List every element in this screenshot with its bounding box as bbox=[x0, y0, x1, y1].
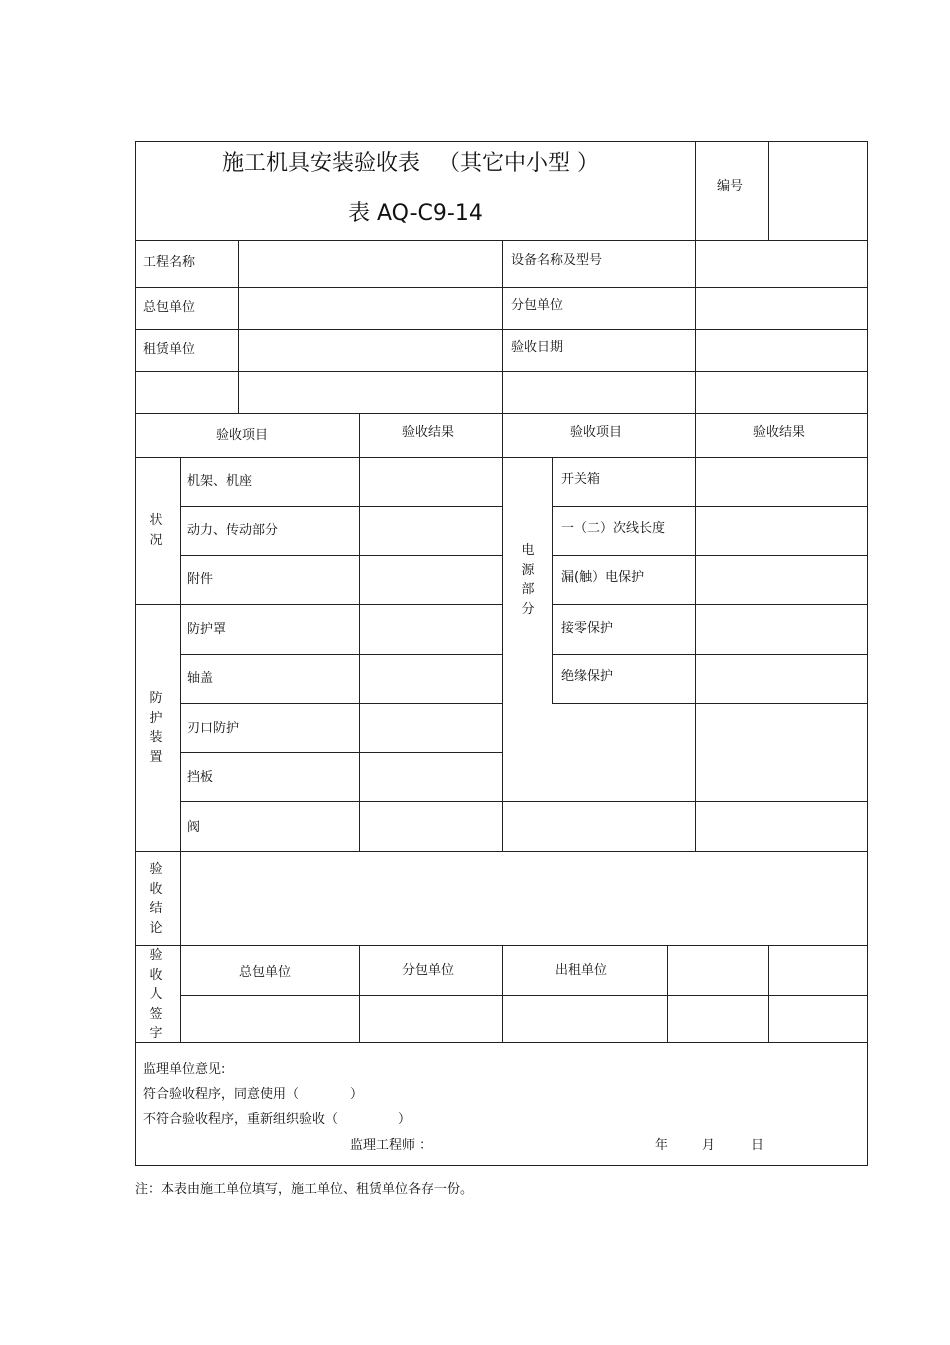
header-item: 验收项目 bbox=[215, 428, 269, 443]
power-item: 绝缘保护 bbox=[561, 669, 614, 684]
protection-item: 挡板 bbox=[187, 770, 214, 785]
rule-line bbox=[135, 604, 503, 605]
rule-line bbox=[667, 945, 668, 1042]
protection-result-field[interactable] bbox=[361, 803, 501, 850]
acceptance-date-label: 验收日期 bbox=[511, 340, 564, 355]
rule-line bbox=[502, 945, 503, 1042]
leasing-unit-field[interactable] bbox=[240, 331, 501, 370]
date-day: 日 bbox=[751, 1138, 765, 1153]
supervision-disagree-close: ） bbox=[398, 1112, 412, 1127]
signature-field[interactable] bbox=[669, 997, 767, 1041]
protection-item: 刃口防护 bbox=[187, 721, 240, 736]
project-name-field[interactable] bbox=[240, 242, 501, 286]
date-month: 月 bbox=[702, 1138, 716, 1153]
date-year: 年 bbox=[655, 1138, 669, 1153]
rule-line bbox=[180, 457, 181, 1042]
power-result-field[interactable] bbox=[697, 557, 866, 603]
rule-line bbox=[180, 995, 868, 996]
rule-line bbox=[502, 240, 503, 851]
rule-line bbox=[552, 555, 868, 556]
power-result-field[interactable] bbox=[697, 508, 866, 554]
power-result-field[interactable] bbox=[697, 606, 866, 653]
supervision-engineer: 监理工程师 ： bbox=[350, 1138, 433, 1153]
equipment-model-label: 设备名称及型号 bbox=[511, 253, 603, 268]
status-result-field[interactable] bbox=[361, 508, 501, 554]
header-item-2: 验收项目 bbox=[569, 425, 623, 440]
rule-line bbox=[552, 654, 868, 655]
project-name-label: 工程名称 bbox=[143, 255, 196, 270]
number-field[interactable] bbox=[770, 143, 866, 239]
rule-line bbox=[552, 506, 868, 507]
rule-line bbox=[180, 801, 868, 802]
status-result-field[interactable] bbox=[361, 557, 501, 603]
rule-line bbox=[180, 555, 503, 556]
protection-item: 轴盖 bbox=[187, 671, 214, 686]
signature-field[interactable] bbox=[770, 997, 866, 1041]
conclusion-label: 验收结论 bbox=[149, 862, 163, 936]
protection-result-field[interactable] bbox=[361, 606, 501, 653]
header-result: 验收结果 bbox=[401, 425, 455, 440]
subcontractor-label: 分包单位 bbox=[511, 298, 564, 313]
general-contractor-field[interactable] bbox=[240, 289, 501, 328]
signature-subcontractor: 分包单位 bbox=[401, 963, 455, 978]
conclusion-field[interactable] bbox=[182, 853, 866, 944]
power-item: 接零保护 bbox=[561, 621, 614, 636]
status-item: 动力、传动部分 bbox=[187, 523, 279, 538]
signature-label: 验收人签字 bbox=[149, 948, 163, 1041]
rule-line bbox=[552, 457, 553, 703]
status-group-label: 状况 bbox=[149, 513, 163, 548]
protection-item: 防护罩 bbox=[187, 622, 227, 637]
power-item: 漏(触）电保护 bbox=[561, 570, 645, 585]
supervision-disagree: 不符合验收程序，重新组织验收（ bbox=[143, 1112, 339, 1127]
signature-field[interactable] bbox=[361, 997, 501, 1041]
protection-result-field[interactable] bbox=[361, 705, 501, 751]
supervision-agree: 符合验收程序，同意使用（ bbox=[143, 1087, 300, 1102]
rule-line bbox=[180, 654, 503, 655]
form-title-subtype: （其它中小型 ） bbox=[438, 151, 599, 176]
number-label: 编号 bbox=[717, 179, 744, 194]
protection-result-field[interactable] bbox=[361, 656, 501, 702]
signature-field[interactable] bbox=[182, 997, 358, 1041]
rule-line bbox=[695, 141, 696, 413]
rule-line bbox=[180, 752, 503, 753]
power-item: 开关箱 bbox=[561, 472, 601, 487]
rule-line bbox=[238, 240, 239, 413]
status-item: 机架、机座 bbox=[187, 474, 253, 489]
protection-result-field[interactable] bbox=[361, 754, 501, 800]
rule-line bbox=[135, 1042, 868, 1043]
rule-line bbox=[768, 945, 769, 1042]
subcontractor-field[interactable] bbox=[697, 289, 866, 328]
header-result-2: 验收结果 bbox=[752, 425, 806, 440]
rule-line bbox=[695, 413, 696, 851]
rule-line bbox=[135, 851, 868, 852]
rule-line bbox=[180, 703, 503, 704]
rule-line bbox=[552, 604, 868, 605]
protection-group-label: 防护装置 bbox=[149, 691, 163, 765]
supervision-opinion: 监理单位意见: bbox=[143, 1062, 226, 1077]
form-code: 表 AQ-C9-14 bbox=[348, 201, 483, 226]
signature-general-contractor: 总包单位 bbox=[238, 965, 292, 980]
supervision-agree-close: ） bbox=[350, 1087, 364, 1102]
power-group-label: 电源部分 bbox=[521, 543, 535, 617]
rule-line bbox=[552, 703, 868, 704]
power-result-field[interactable] bbox=[697, 459, 866, 505]
signature-field[interactable] bbox=[504, 997, 666, 1041]
status-item: 附件 bbox=[187, 572, 214, 587]
rule-line bbox=[359, 945, 360, 1042]
power-result-field[interactable] bbox=[697, 656, 866, 702]
rule-line bbox=[180, 506, 503, 507]
leasing-unit-label: 租赁单位 bbox=[143, 342, 196, 357]
power-item: 一（二）次线长度 bbox=[561, 521, 666, 536]
footnote: 注：本表由施工单位填写，施工单位、租赁单位各存一份。 bbox=[135, 1182, 474, 1197]
status-result-field[interactable] bbox=[361, 459, 501, 505]
general-contractor-label: 总包单位 bbox=[143, 300, 196, 315]
rule-line bbox=[768, 141, 769, 240]
rule-line bbox=[359, 413, 360, 851]
acceptance-date-field[interactable] bbox=[697, 331, 866, 370]
equipment-model-field[interactable] bbox=[697, 242, 866, 286]
signature-lessor: 出租单位 bbox=[554, 963, 608, 978]
form-title: 施工机具安装验收表 bbox=[222, 151, 421, 176]
protection-item: 阀 bbox=[187, 820, 201, 835]
